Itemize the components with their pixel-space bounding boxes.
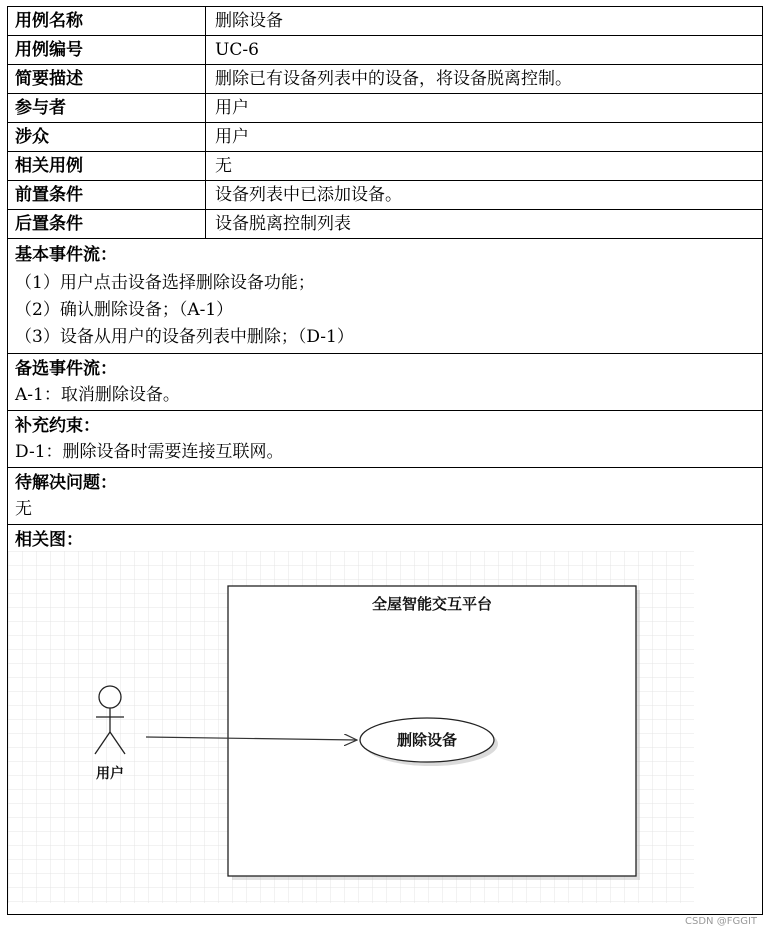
constraints-text: D-1：删除设备时需要连接互联网。 bbox=[15, 442, 284, 462]
system-boundary-title: 全屋智能交互平台 bbox=[371, 595, 493, 613]
basic-flow-section bbox=[8, 239, 762, 354]
alt-flow-text: A-1：取消删除设备。 bbox=[15, 385, 180, 405]
label-brief-description: 简要描述 bbox=[8, 65, 206, 93]
row-use-case-name bbox=[8, 7, 762, 36]
open-issues-section bbox=[8, 468, 762, 525]
label-use-case-name: 用例名称 bbox=[8, 7, 206, 35]
alt-flow-section bbox=[8, 354, 762, 411]
basic-flow-step: （2）确认删除设备；（A-1） bbox=[15, 300, 234, 320]
use-case-label: 删除设备 bbox=[396, 731, 458, 749]
label-postconditions: 后置条件 bbox=[8, 210, 206, 238]
basic-flow-step: （1）用户点击设备选择删除设备功能； bbox=[15, 273, 315, 293]
row-stakeholders bbox=[8, 123, 762, 152]
related-diagram-title: 相关图： bbox=[15, 530, 83, 550]
label-stakeholders: 涉众 bbox=[8, 123, 206, 151]
row-brief-description bbox=[8, 65, 762, 94]
constraints-title: 补充约束： bbox=[15, 416, 100, 436]
label-related-use-cases: 相关用例 bbox=[8, 152, 206, 180]
value-stakeholders: 用户 bbox=[215, 127, 249, 147]
row-related-use-cases bbox=[8, 152, 762, 181]
open-issues-text: 无 bbox=[15, 499, 32, 519]
row-actor bbox=[8, 94, 762, 123]
row-use-case-id bbox=[8, 36, 762, 65]
use-case-diagram bbox=[8, 551, 694, 903]
value-preconditions: 设备列表中已添加设备。 bbox=[215, 185, 402, 205]
row-postconditions bbox=[8, 210, 762, 239]
watermark: CSDN @FGGIT bbox=[685, 916, 757, 927]
value-use-case-id: UC-6 bbox=[215, 40, 259, 60]
value-actor: 用户 bbox=[215, 98, 249, 118]
basic-flow-step: （3）设备从用户的设备列表中删除；（D-1） bbox=[15, 327, 354, 347]
actor-label: 用户 bbox=[96, 766, 124, 782]
label-preconditions: 前置条件 bbox=[8, 181, 206, 209]
label-actor: 参与者 bbox=[8, 94, 206, 122]
value-brief-description: 删除已有设备列表中的设备，将设备脱离控制。 bbox=[215, 69, 572, 89]
row-preconditions bbox=[8, 181, 762, 210]
value-postconditions: 设备脱离控制列表 bbox=[215, 214, 351, 234]
basic-flow-title: 基本事件流： bbox=[15, 245, 117, 265]
value-related-use-cases: 无 bbox=[215, 156, 232, 176]
open-issues-title: 待解决问题： bbox=[15, 473, 117, 493]
alt-flow-title: 备选事件流： bbox=[15, 359, 117, 379]
label-use-case-id: 用例编号 bbox=[8, 36, 206, 64]
value-use-case-name: 删除设备 bbox=[215, 11, 283, 31]
constraints-section bbox=[8, 411, 762, 468]
